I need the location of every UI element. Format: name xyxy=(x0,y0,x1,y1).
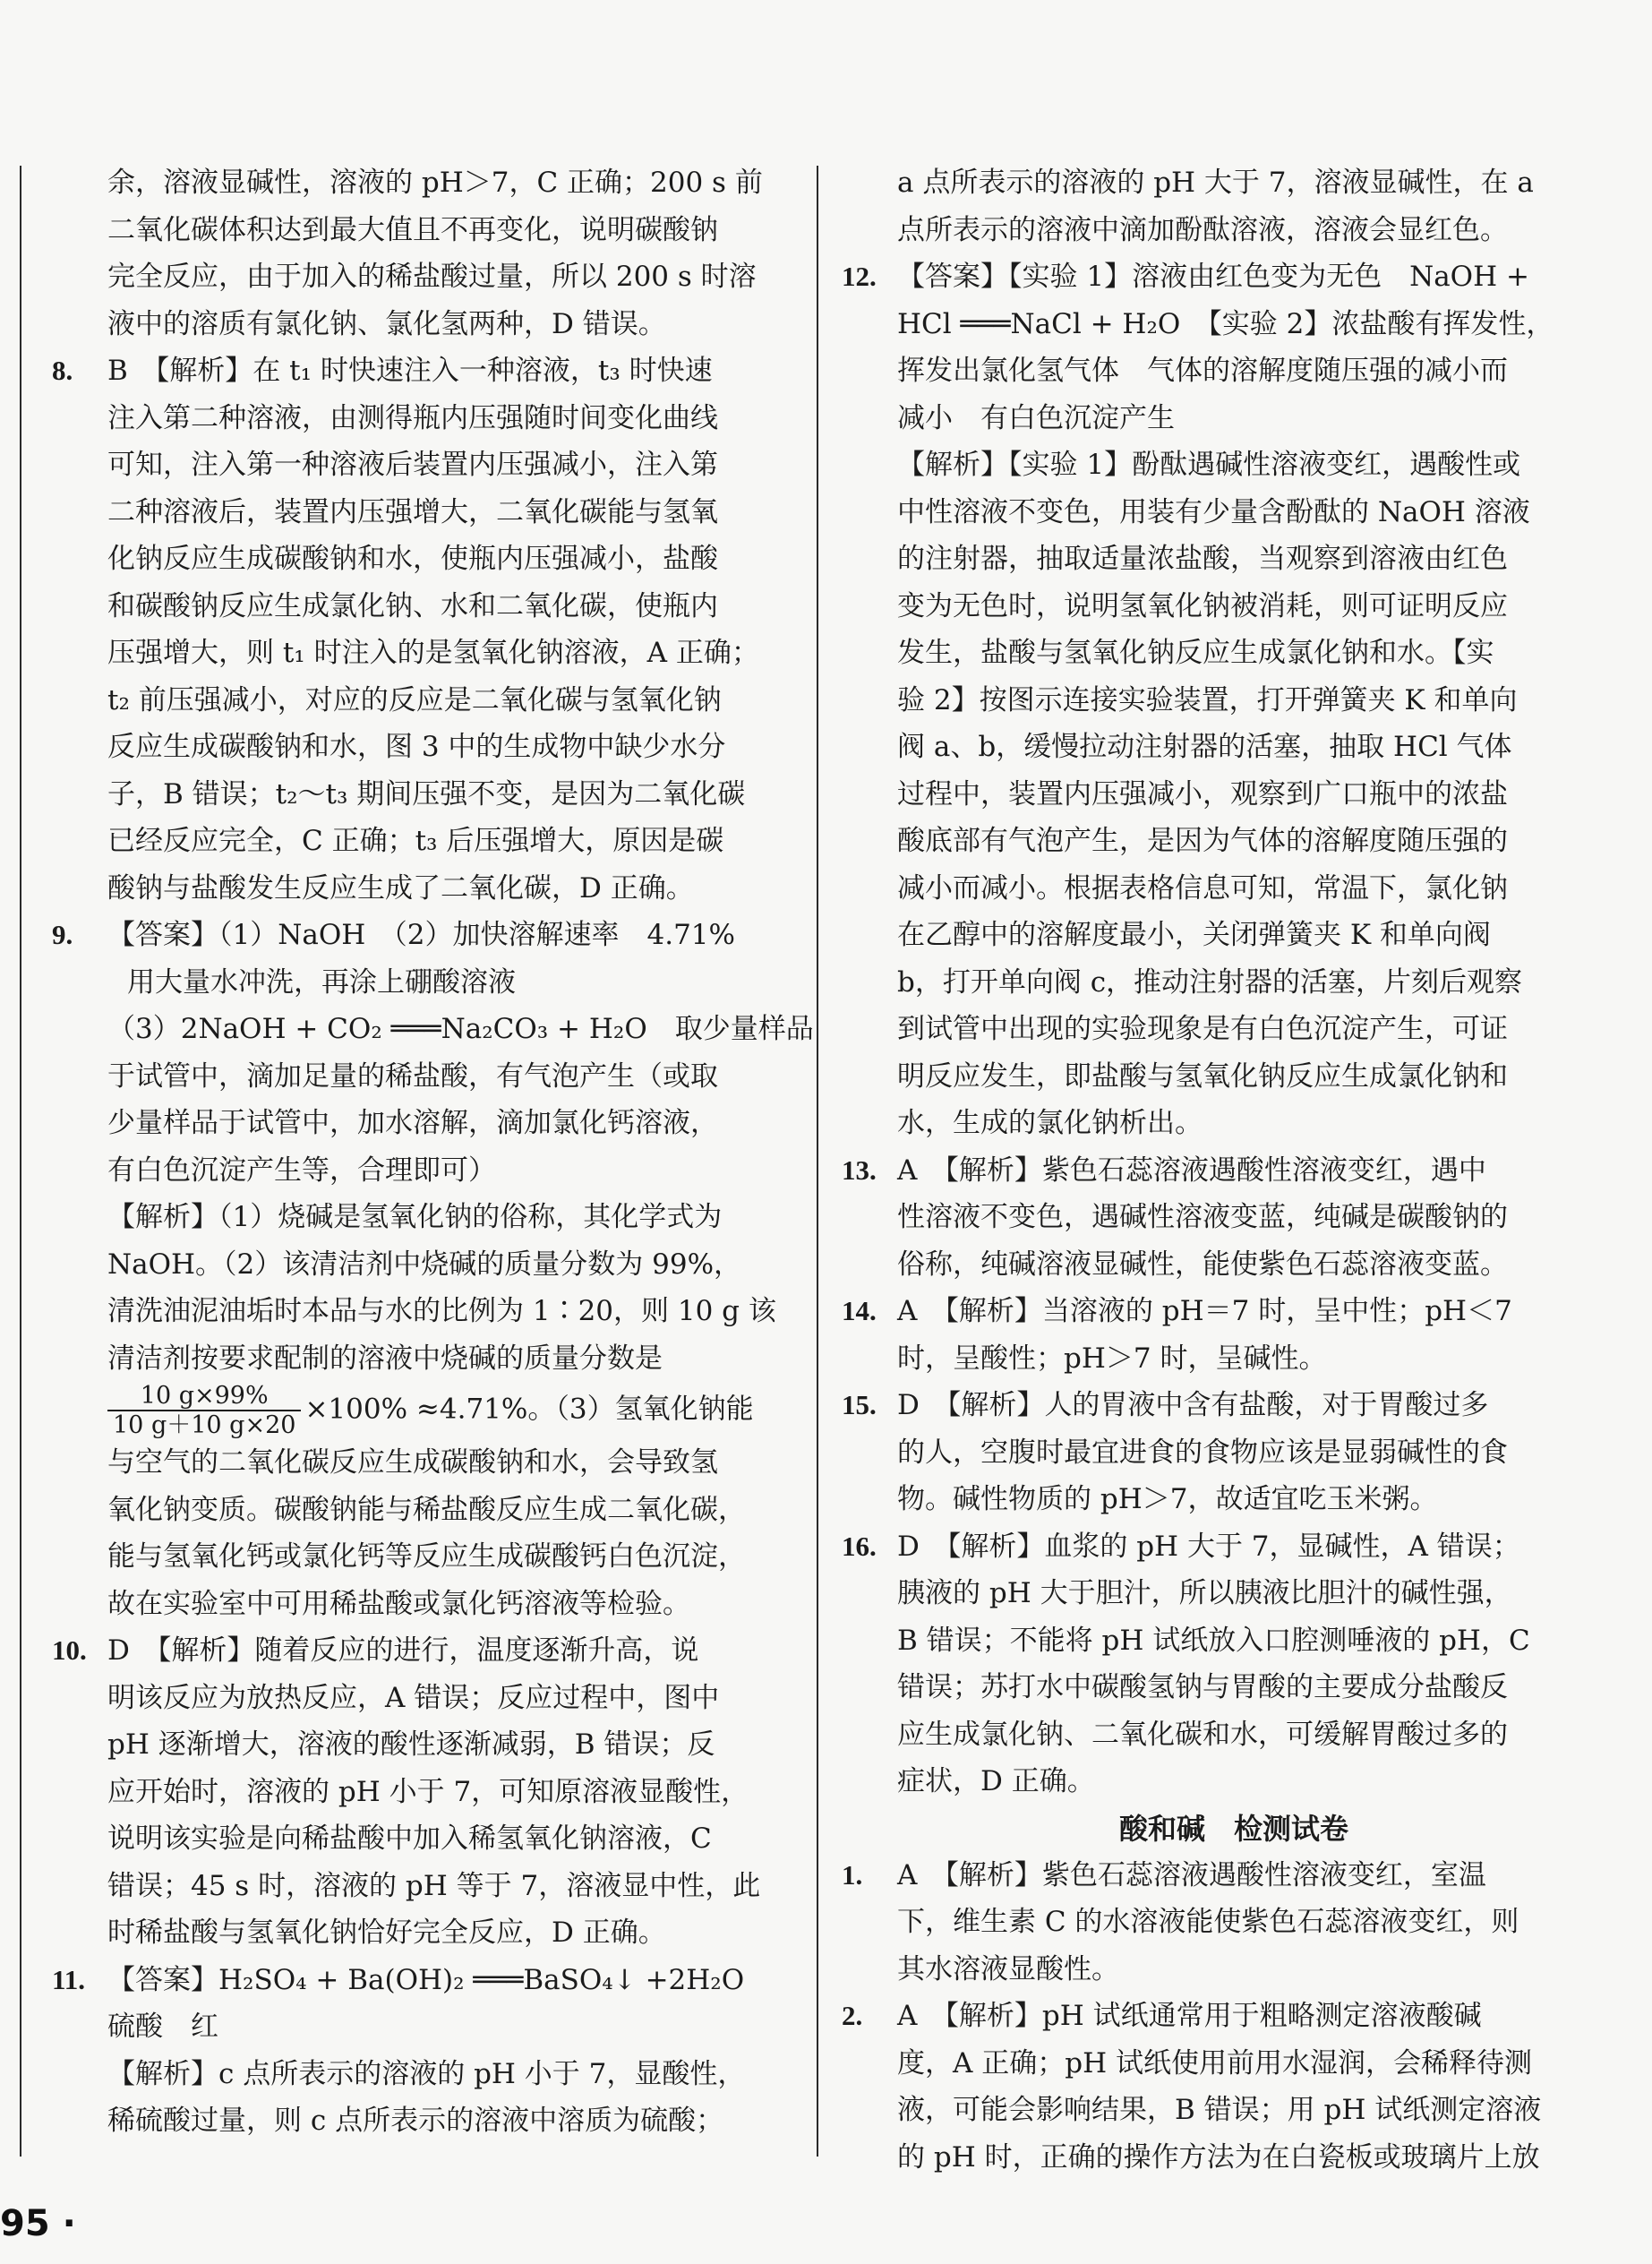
question-number: 12. xyxy=(842,261,877,292)
text-line: t₂ 前压强减小，对应的反应是二氧化碳与氢氧化钠 xyxy=(107,683,722,716)
text-line: HCl ═══NaCl + H₂O 【实验 2】浓盐酸有挥发性， xyxy=(897,307,1554,340)
text-line: 于试管中，滴加足量的稀盐酸，有气泡产生（或取 xyxy=(107,1059,718,1093)
text-line: A 【解析】当溶液的 pH＝7 时，呈中性；pH＜7 xyxy=(897,1295,1512,1327)
fraction-trailing-text: ×100% ≈4.71%。（3）氢氧化钠能 xyxy=(304,1393,754,1426)
question-number: 1. xyxy=(842,1858,863,1891)
text-line: D 【解析】血浆的 pH 大于 7，显碱性，A 错误； xyxy=(897,1530,1520,1563)
text-line: 症状，D 正确。 xyxy=(897,1765,1095,1797)
column-divider xyxy=(817,166,818,2157)
text-line: 液，可能会影响结果，B 错误；用 pH 试纸测定溶液 xyxy=(897,2094,1542,2126)
test-question-1 xyxy=(842,1852,1590,1994)
text-line: 【解析】（1）烧碱是氢氧化钠的俗称，其化学式为 xyxy=(107,1201,723,1233)
text-line: 氧化钠变质。碳酸钠能与稀盐酸反应生成二氧化碳， xyxy=(107,1493,746,1526)
text-line: 的 pH 时，正确的操作方法为在白瓷板或玻璃片上放 xyxy=(897,2140,1540,2174)
text-line: 点所表示的溶液中滴加酚酞溶液，溶液会显红色。 xyxy=(897,213,1508,246)
question-13 xyxy=(842,1147,1590,1289)
fraction-denominator: 10 g＋10 g×20 xyxy=(113,1411,296,1439)
text-line: 液中的溶质有氯化钠、氯化氢两种，D 错误。 xyxy=(107,307,666,340)
text-line: 性溶液不变色，遇碱性溶液变蓝，纯碱是碳酸钠的 xyxy=(897,1201,1508,1233)
text-line: 稀硫酸过量，则 c 点所表示的溶液中溶质为硫酸； xyxy=(107,2105,724,2137)
question-number: 14. xyxy=(842,1295,877,1326)
question-number: 16. xyxy=(842,1530,877,1562)
text-line: 【答案】【实验 1】溶液由红色变为无色 NaOH + xyxy=(897,261,1529,293)
text-line: 俗称，纯碱溶液显碱性，能使紫色石蕊溶液变蓝。 xyxy=(897,1248,1508,1281)
q7-continuation xyxy=(52,159,788,347)
text-line: 错误；45 s 时，溶液的 pH 等于 7，溶液显中性，此 xyxy=(107,1869,761,1902)
question-number: 10. xyxy=(52,1634,87,1666)
text-line: 有白色沉淀产生等，合理即可） xyxy=(107,1153,496,1187)
page-number: 95 · xyxy=(0,2203,76,2244)
question-number: 11. xyxy=(52,1963,86,1995)
text-line: a 点所表示的溶液的 pH 大于 7，溶液显碱性，在 a xyxy=(897,167,1534,199)
text-line: A 【解析】紫色石蕊溶液遇酸性溶液变红，室温 xyxy=(897,1858,1486,1891)
question-15 xyxy=(842,1382,1590,1523)
text-line: D 【解析】人的胃液中含有盐酸，对于胃酸过多 xyxy=(897,1389,1489,1421)
text-line: 子，B 错误；t₂～t₃ 期间压强不变，是因为二氧化碳 xyxy=(107,777,746,810)
text-line: 酸底部有气泡产生，是因为气体的溶解度随压强的 xyxy=(897,825,1508,857)
text-line: 到试管中出现的实验现象是有白色沉淀产生，可证 xyxy=(897,1013,1508,1045)
fraction-line xyxy=(107,1382,788,1439)
text-line: A 【解析】pH 试纸通常用于粗略测定溶液酸碱 xyxy=(897,2000,1482,2032)
question-11 xyxy=(52,1957,788,2145)
text-line: 明反应发生，即盐酸与氢氧化钠反应生成氯化钠和 xyxy=(897,1059,1508,1093)
text-line: B 错误；不能将 pH 试纸放入口腔测唾液的 pH，C xyxy=(897,1624,1530,1657)
left-column xyxy=(52,159,814,2145)
text-line: 可知，注入第一种溶液后装置内压强减小，注入第 xyxy=(107,449,718,481)
text-line: 化钠反应生成碳酸钠和水，使瓶内压强减小，盐酸 xyxy=(107,543,718,575)
text-line: pH 逐渐增大，溶液的酸性逐渐减弱，B 错误；反 xyxy=(107,1728,715,1761)
question-number: 13. xyxy=(842,1153,877,1186)
text-line: 明该反应为放热反应，A 错误；反应过程中，图中 xyxy=(107,1681,720,1714)
text-line: 清洗油泥油垢时本品与水的比例为 1∶20，则 10 g 该 xyxy=(107,1295,776,1327)
text-line: NaOH。（2）该清洁剂中烧碱的质量分数为 99%， xyxy=(107,1248,742,1281)
text-line: 的人，空腹时最宜进食的食物应该是显弱碱性的食 xyxy=(897,1436,1508,1469)
text-line: 二氧化碳体积达到最大值且不再变化，说明碳酸钠 xyxy=(107,213,718,246)
text-line: 水，生成的氯化钠析出。 xyxy=(897,1107,1203,1139)
question-number: 2. xyxy=(842,2000,863,2031)
text-line: 阀 a、b，缓慢拉动注射器的活塞，抽取 HCl 气体 xyxy=(897,731,1512,763)
text-line: 时稀盐酸与氢氧化钠恰好完全反应，D 正确。 xyxy=(107,1917,666,1949)
text-line: 错误；苏打水中碳酸氢钠与胃酸的主要成分盐酸反 xyxy=(897,1671,1508,1703)
text-line: 胰液的 pH 大于胆汁，所以胰液比胆汁的碱性强， xyxy=(897,1577,1512,1609)
text-line: 变为无色时，说明氢氧化钠被消耗，则可证明反应 xyxy=(897,589,1508,622)
text-line: 【解析】【实验 1】酚酞遇碱性溶液变红，遇酸性或 xyxy=(897,449,1521,481)
q11-continuation xyxy=(842,159,1590,253)
text-line: 用大量水冲洗，再涂上硼酸溶液 xyxy=(127,965,516,999)
text-line: 验 2】按图示连接实验装置，打开弹簧夹 K 和单向 xyxy=(897,683,1518,716)
text-line: 减小而减小。根据表格信息可知，常温下，氯化钠 xyxy=(897,871,1508,905)
text-line: 已经反应完全，C 正确；t₃ 后压强增大，原因是碳 xyxy=(107,825,724,857)
right-column xyxy=(842,159,1590,2181)
text-line: 完全反应，由于加入的稀盐酸过量，所以 200 s 时溶 xyxy=(107,261,757,293)
question-8 xyxy=(52,347,788,912)
text-line: 清洁剂按要求配制的溶液中烧碱的质量分数是 xyxy=(107,1342,663,1375)
section-title: 酸和碱 检测试卷 xyxy=(1118,1811,1348,1846)
question-14 xyxy=(842,1288,1590,1382)
text-line: 物。碱性物质的 pH＞7，故适宜吃玉米粥。 xyxy=(897,1483,1438,1515)
text-line: 反应生成碳酸钠和水，图 3 中的生成物中缺少水分 xyxy=(107,731,726,763)
question-12 xyxy=(842,253,1590,1147)
text-line: 时，呈酸性；pH＞7 时，呈碱性。 xyxy=(897,1342,1327,1375)
text-line: 应生成氯化钠、二氧化碳和水，可缓解胃酸过多的 xyxy=(897,1718,1508,1751)
text-line: 在乙醇中的溶解度最小，关闭弹簧夹 K 和单向阀 xyxy=(897,919,1491,951)
text-line: 硫酸 红 xyxy=(107,2011,218,2043)
fraction-numerator: 10 g×99% xyxy=(107,1382,301,1411)
text-line: 【答案】H₂SO₄ + Ba(OH)₂ ═══BaSO₄↓ +2H₂O xyxy=(107,1963,745,1996)
text-line: 少量样品于试管中，加水溶解，滴加氯化钙溶液， xyxy=(107,1107,718,1139)
text-line: A 【解析】紫色石蕊溶液遇酸性溶液变红，遇中 xyxy=(897,1153,1486,1187)
text-line: 发生，盐酸与氢氧化钠反应生成氯化钠和水。【实 xyxy=(897,637,1494,669)
text-line: 应开始时，溶液的 pH 小于 7，可知原溶液显酸性， xyxy=(107,1775,749,1808)
text-line: 减小 有白色沉淀产生 xyxy=(897,401,1175,434)
question-number: 9. xyxy=(52,919,73,950)
question-number: 15. xyxy=(842,1389,877,1420)
text-line: B 【解析】在 t₁ 时快速注入一种溶液，t₃ 时快速 xyxy=(107,355,713,387)
text-line: 挥发出氯化氢气体 气体的溶解度随压强的减小而 xyxy=(897,355,1508,387)
text-line: 余，溶液显碱性，溶液的 pH＞7，C 正确；200 s 前 xyxy=(107,167,763,199)
text-line: 说明该实验是向稀盐酸中加入稀氢氧化钠溶液，C xyxy=(107,1822,712,1855)
text-line: 与空气的二氧化碳反应生成碳酸钠和水，会导致氢 xyxy=(107,1446,718,1479)
question-16 xyxy=(842,1523,1590,1805)
text-line: 的注射器，抽取适量浓盐酸，当观察到溶液由红色 xyxy=(897,543,1508,575)
text-line: 和碳酸钠反应生成氯化钠、水和二氧化碳，使瓶内 xyxy=(107,589,718,622)
text-line: 酸钠与盐酸发生反应生成了二氧化碳，D 正确。 xyxy=(107,871,694,905)
text-line: 过程中，装置内压强减小，观察到广口瓶中的浓盐 xyxy=(897,777,1508,810)
text-line: 下，维生素 C 的水溶液能使紫色石蕊溶液变红，则 xyxy=(897,1906,1519,1938)
question-number: 8. xyxy=(52,355,73,386)
text-line: D 【解析】随着反应的进行，温度逐渐升高，说 xyxy=(107,1634,699,1667)
text-line: 其水溶液显酸性。 xyxy=(897,1952,1119,1985)
text-line: （3）2NaOH + CO₂ ═══Na₂CO₃ + H₂O 取少量样品 xyxy=(107,1013,814,1045)
text-line: 注入第二种溶液，由测得瓶内压强随时间变化曲线 xyxy=(107,401,718,434)
question-9 xyxy=(52,912,814,1627)
fraction xyxy=(107,1382,301,1439)
text-line: 能与氢氧化钙或氯化钙等反应生成碳酸钙白色沉淀， xyxy=(107,1540,746,1573)
left-margin-rule xyxy=(20,166,21,2157)
question-10 xyxy=(52,1627,788,1957)
test-question-2 xyxy=(842,1993,1590,2181)
text-line: 二种溶液后，装置内压强增大，二氧化碳能与氢氧 xyxy=(107,495,718,528)
text-line: 压强增大，则 t₁ 时注入的是氢氧化钠溶液，A 正确； xyxy=(107,637,759,669)
text-line: 故在实验室中可用稀盐酸或氯化钙溶液等检验。 xyxy=(107,1587,690,1620)
text-line: 【答案】（1）NaOH （2）加快溶解速率 4.71% xyxy=(107,919,735,951)
text-line: 中性溶液不变色，用装有少量含酚酞的 NaOH 溶液 xyxy=(897,495,1530,528)
text-line: b，打开单向阀 c，推动注射器的活塞，片刻后观察 xyxy=(897,965,1523,999)
text-line: 度，A 正确；pH 试纸使用前用水湿润，会稀释待测 xyxy=(897,2046,1532,2080)
text-line: 【解析】c 点所表示的溶液的 pH 小于 7，显酸性， xyxy=(107,2057,746,2090)
